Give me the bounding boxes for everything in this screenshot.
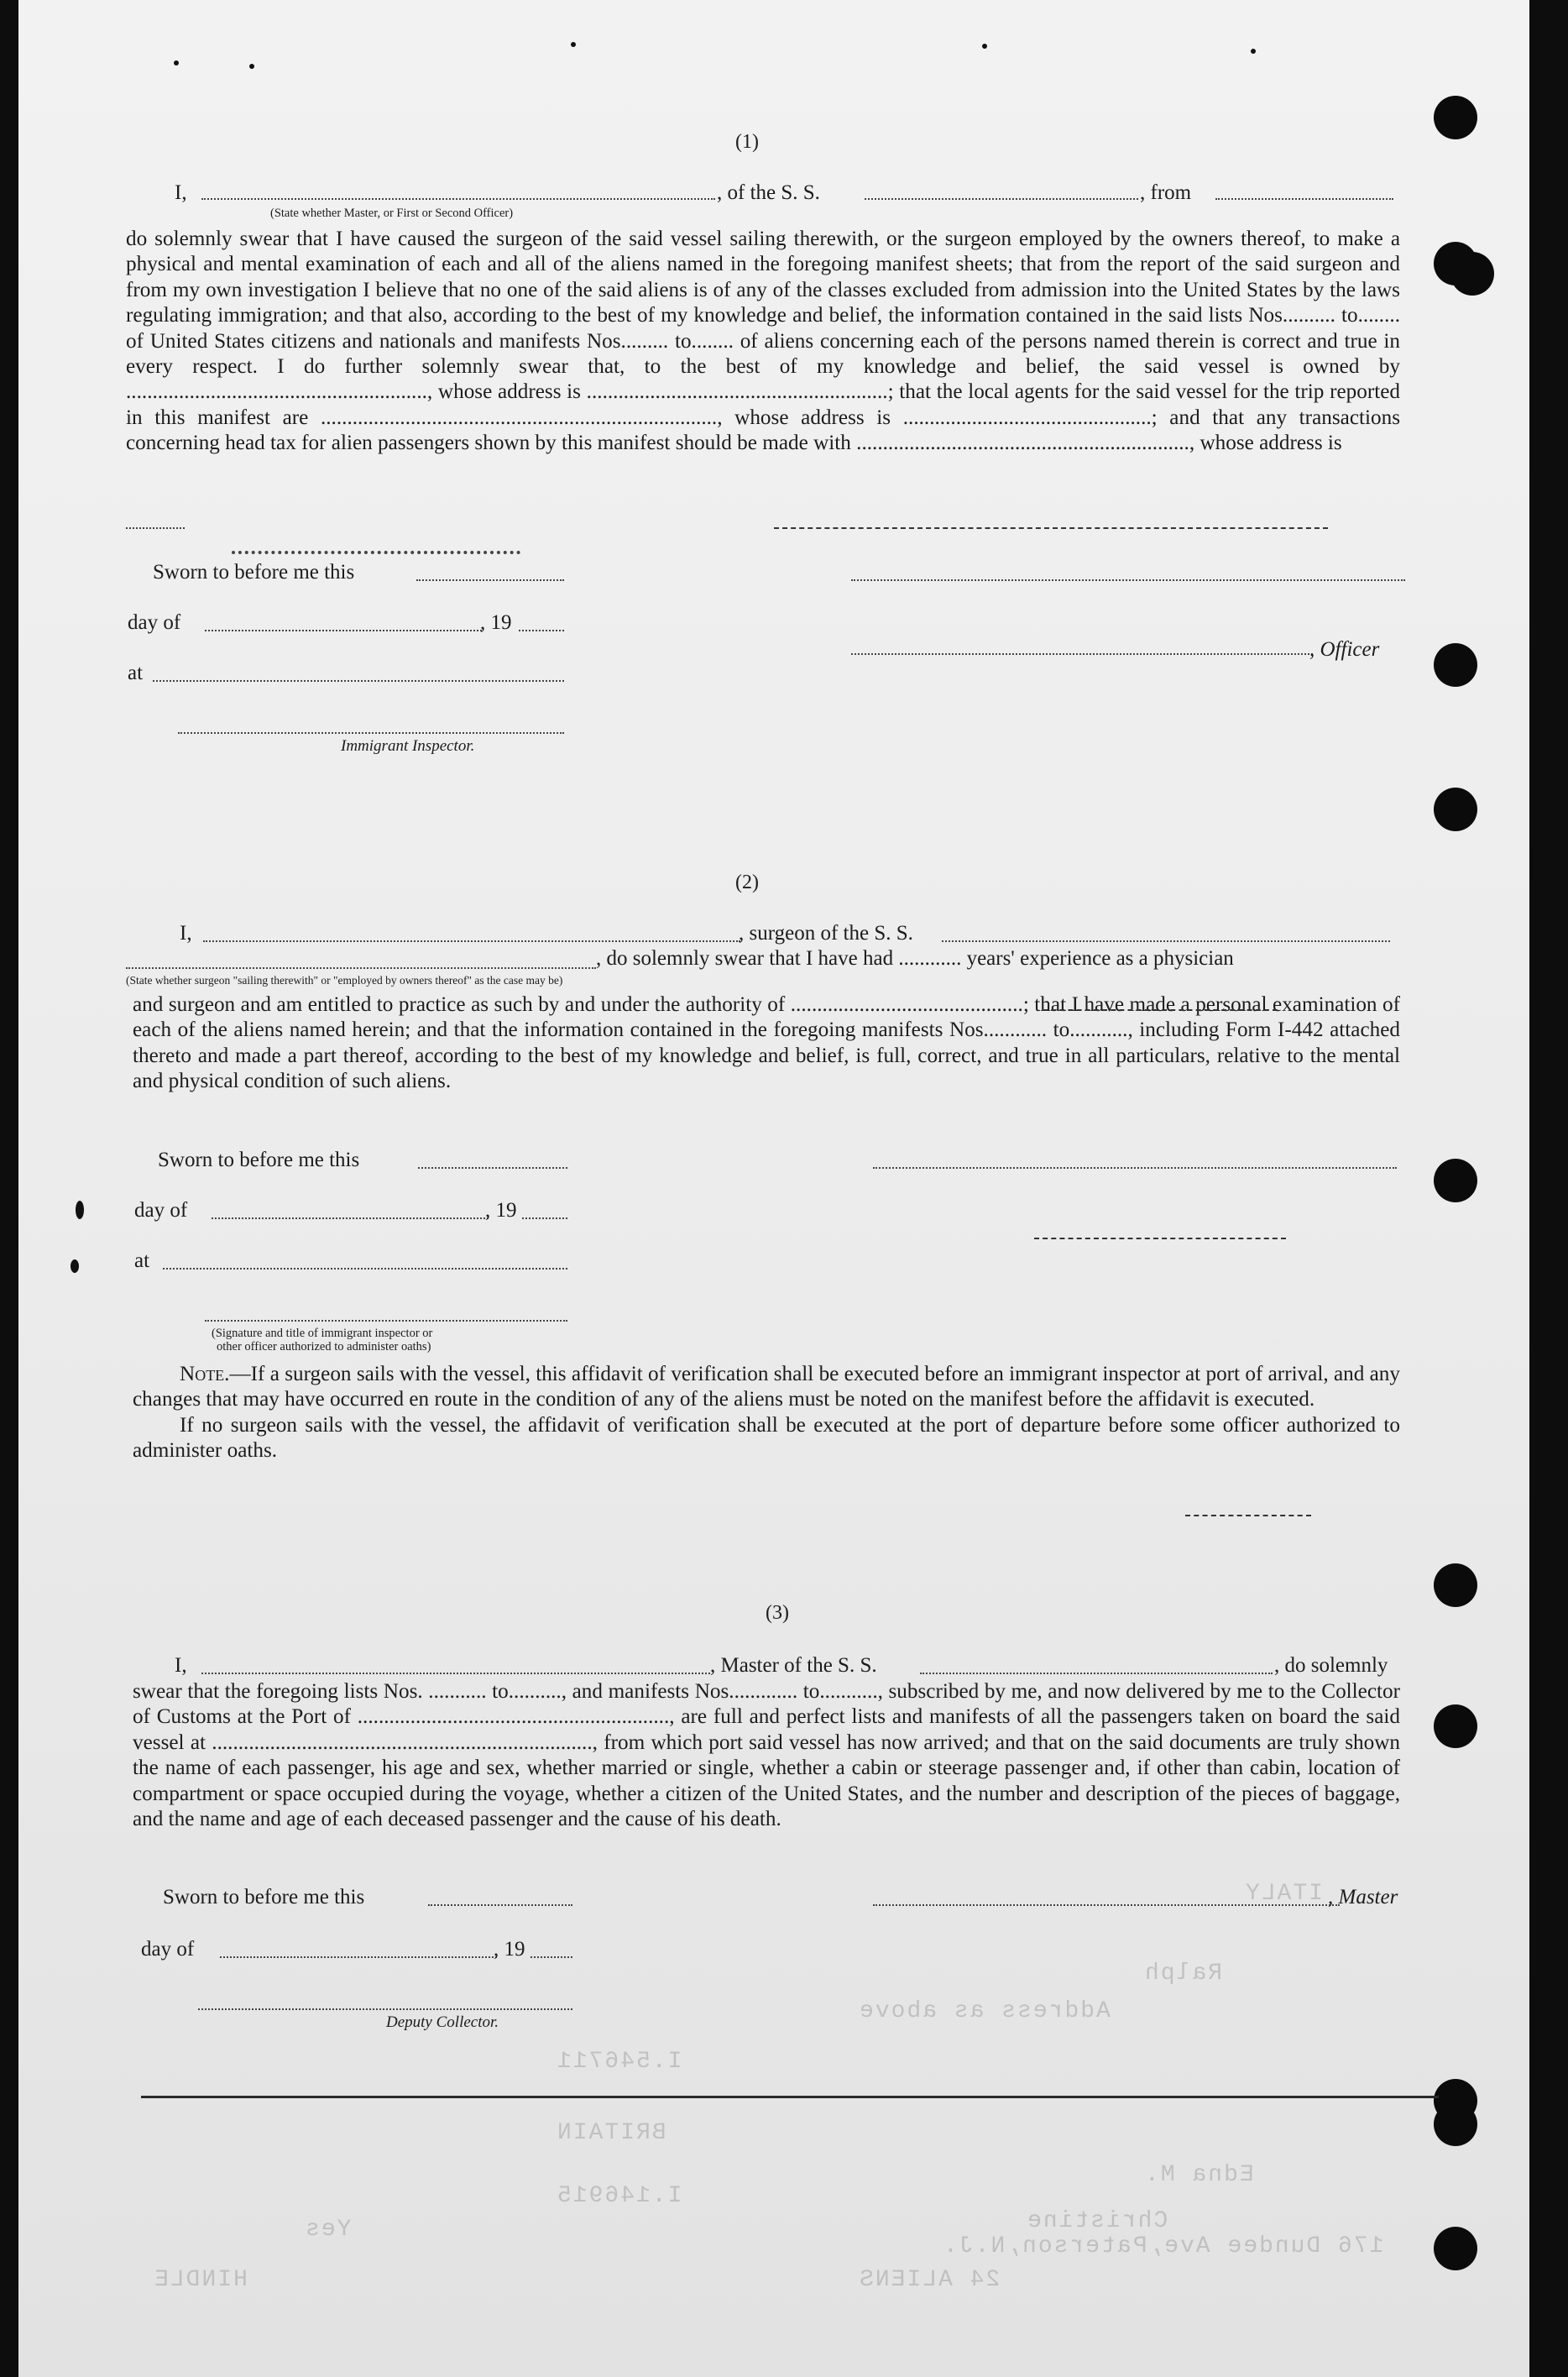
- vessel-blank[interactable]: [920, 1673, 1273, 1674]
- speck: [571, 42, 576, 47]
- officer-label: , Officer: [1309, 638, 1380, 661]
- year-label: , 19: [494, 1938, 525, 1961]
- punch-hole: [1434, 1704, 1477, 1748]
- officer-signature-blank[interactable]: [851, 579, 1405, 581]
- place-blank[interactable]: [153, 680, 564, 682]
- oath-opening: I,: [180, 922, 192, 945]
- punch-hole: [1434, 2102, 1477, 2146]
- master-signature-blank[interactable]: [873, 1904, 1340, 1906]
- day-of-label: day of: [128, 611, 181, 634]
- master-oath-paragraph: [126, 227, 1400, 457]
- vessel-label: , of the S. S.: [717, 181, 820, 204]
- address-blank[interactable]: [126, 527, 185, 529]
- surgeon-label: , surgeon of the S. S.: [739, 922, 913, 945]
- experience-label: , do solemnly swear that I have had ............ years' experience as a physician: [596, 947, 1234, 970]
- signature-blank[interactable]: [873, 1167, 1397, 1169]
- sworn-label: Sworn to before me this: [163, 1886, 365, 1908]
- punch-hole: [1434, 788, 1477, 831]
- bleed-through-text: Yes: [304, 2217, 352, 2243]
- section-number: (3): [766, 1602, 789, 1624]
- bleed-through-text: I.546711: [556, 2049, 682, 2075]
- bleed-through-text: 24 ALIENS: [858, 2267, 1001, 2293]
- note-text: —If a surgeon sails with the vessel, this affidavit of verification shall be executed before an immigrant inspector at port of arrival, and any changes that may have occurred en route in the condition of any of the aliens must be noted on the manifest before the affidavit is executed.: [133, 1363, 1400, 1411]
- handwritten-mark: [232, 551, 520, 554]
- handwritten-mark: [1043, 1009, 1278, 1011]
- day-blank[interactable]: [212, 1217, 489, 1219]
- speck: [71, 1259, 79, 1273]
- inspector-label: Immigrant Inspector.: [341, 737, 475, 755]
- bleed-through-text: I.146915: [556, 2183, 682, 2209]
- surgeon-name-blank[interactable]: [203, 940, 740, 942]
- day-of-label: day of: [141, 1938, 195, 1961]
- sworn-label: Sworn to before me this: [158, 1149, 360, 1171]
- at-label: at: [134, 1249, 150, 1272]
- speck: [982, 44, 987, 49]
- surgeon-status-blank[interactable]: [126, 967, 596, 969]
- day-blank[interactable]: [205, 630, 482, 631]
- bleed-through-text: ITALY: [1244, 1881, 1324, 1907]
- handwritten-mark: [1034, 1238, 1286, 1239]
- speck: [249, 64, 254, 69]
- manifest-verification-sheet: [18, 0, 1529, 2377]
- collector-label: Deputy Collector.: [386, 2013, 499, 2031]
- note-label: Note.: [180, 1363, 230, 1385]
- speck: [76, 1201, 84, 1219]
- oath-text: do solemnly swear that I have caused the surgeon of the said vessel sailing therewith, or the surgeon employed by the owners thereof, to make a physical and mental examination of each and all of the aliens named in the foregoing manifest sheets; that from the report of the said surgeon and from my own investigation I believe that no one of the said aliens is of any of the classes excluded from admission into the United States by the laws regulating immigration; and that also, according to the best of my knowledge and belief, the information contained in the said lists Nos.......... to........ of United States citizens and nationals and manifests Nos......... to........ of aliens concerning each of the persons named therein is correct and true in every respect. I do further solemnly swear that, to the best of my knowledge and belief, the said vessel is owned by ........................................................., whose address is .........................................................; that the local agents for the said vessel for the trip reported in this manifest are ..........................................................................., whose address is ...............................................; and that any transactions concerning head tax for alien passengers shown by this manifest should be made with ..............................................................., whose address is: [126, 228, 1400, 455]
- vessel-blank[interactable]: [942, 940, 1390, 942]
- date-blank[interactable]: [416, 579, 564, 581]
- speck: [1251, 49, 1256, 54]
- inspector-signature-blank[interactable]: [205, 1320, 567, 1322]
- punch-hole: [1434, 2227, 1477, 2270]
- oath-text: and surgeon and am entitled to practice as such by and under the authority of ............................................; that I have made a personal examination of each of the aliens named herein; and that the information contained in the foregoing manifests Nos............ to..........., including Form I-442 attached thereto and made a part thereof, according to the best of my knowledge and belief, is full, correct, and true in all particulars, relative to the mental and physical condition of such aliens.: [133, 993, 1400, 1093]
- bleed-through-text: Address as above: [858, 1998, 1111, 2024]
- master-manifest-oath-paragraph: [133, 1679, 1400, 1832]
- bleed-through-text: BRITAIN: [556, 2120, 666, 2146]
- punch-hole: [1434, 643, 1477, 687]
- field-note: (Signature and title of immigrant inspector or: [212, 1327, 433, 1340]
- note-text: If no surgeon sails with the vessel, the affidavit of verification shall be executed at the port of departure before some officer authorized to administer oaths.: [133, 1413, 1400, 1463]
- speck: [174, 60, 179, 65]
- punch-hole: [1450, 252, 1494, 296]
- bleed-through-text: Ralph: [1143, 1961, 1223, 1987]
- year-label: , 19: [485, 1199, 517, 1222]
- punch-hole: [1434, 1563, 1477, 1607]
- inspector-signature-blank[interactable]: [178, 732, 564, 734]
- from-label: , from: [1140, 181, 1192, 204]
- punch-hole: [1434, 96, 1477, 139]
- oath-text: swear that the foregoing lists Nos. ........... to.........., and manifests Nos............. to..........., subscribed by me, and now delivered by me to the Collector of Customs at the Port of ..........................................................., are full and perfect lists and manifests of all the passengers taken on board the said vessel at ........................................................................, from which port said vessel has now arrived; and that on the said documents are truly shown the name of each passenger, his age and sex, whether married or single, whether a cabin or steerage passenger and, if other than cabin, location of compartment or space occupied during the voyage, whether a citizen of the United States, and the number and description of the pieces of baggage, and the name and age of each deceased passenger and the cause of his death.: [133, 1680, 1400, 1831]
- year-blank[interactable]: [522, 1217, 567, 1219]
- officer-blank[interactable]: [851, 653, 1313, 655]
- bleed-through-text: 176 Dundee Ave,Paterson,N.J.: [942, 2233, 1384, 2259]
- field-note: (State whether surgeon "sailing therewith" or "employed by owners thereof" as the case may be): [126, 974, 563, 987]
- port-blank[interactable]: [1215, 198, 1393, 200]
- master-label: , Master: [1328, 1886, 1398, 1908]
- date-blank[interactable]: [428, 1904, 572, 1906]
- oath-opening: I,: [175, 181, 187, 204]
- master-name-blank[interactable]: [201, 1673, 710, 1674]
- bleed-through-text: Christine: [1026, 2208, 1168, 2234]
- name-blank[interactable]: [201, 198, 715, 200]
- date-blank[interactable]: [418, 1167, 567, 1169]
- place-blank[interactable]: [163, 1268, 567, 1270]
- surgeon-oath-paragraph: [133, 992, 1400, 1095]
- vessel-blank[interactable]: [865, 198, 1138, 200]
- handwritten-mark: [774, 527, 1328, 529]
- bleed-through-text: Edna M.: [1143, 2162, 1254, 2188]
- oath-opening: I,: [175, 1654, 187, 1677]
- at-label: at: [128, 662, 144, 684]
- bleed-through-text: HINDLE: [153, 2267, 248, 2293]
- year-blank[interactable]: [519, 630, 564, 631]
- day-of-label: day of: [134, 1199, 188, 1222]
- master-of-label: , Master of the S. S.: [710, 1654, 877, 1677]
- section-number: (2): [735, 872, 759, 893]
- day-blank[interactable]: [220, 1956, 497, 1958]
- punch-hole: [1434, 1159, 1477, 1202]
- bottom-rule: [141, 2096, 1439, 2098]
- year-blank[interactable]: [531, 1956, 572, 1958]
- handwritten-mark: [1185, 1515, 1311, 1516]
- solemnly-label: , do solemnly: [1274, 1654, 1388, 1677]
- year-label: , 19: [480, 611, 512, 634]
- field-note: (State whether Master, or First or Second Officer): [270, 207, 514, 220]
- field-note: other officer authorized to administer oaths): [217, 1340, 431, 1353]
- section-number: (1): [735, 131, 759, 153]
- note-paragraph: [133, 1362, 1400, 1464]
- collector-signature-blank[interactable]: [198, 2008, 572, 2010]
- sworn-label: Sworn to before me this: [153, 561, 355, 584]
